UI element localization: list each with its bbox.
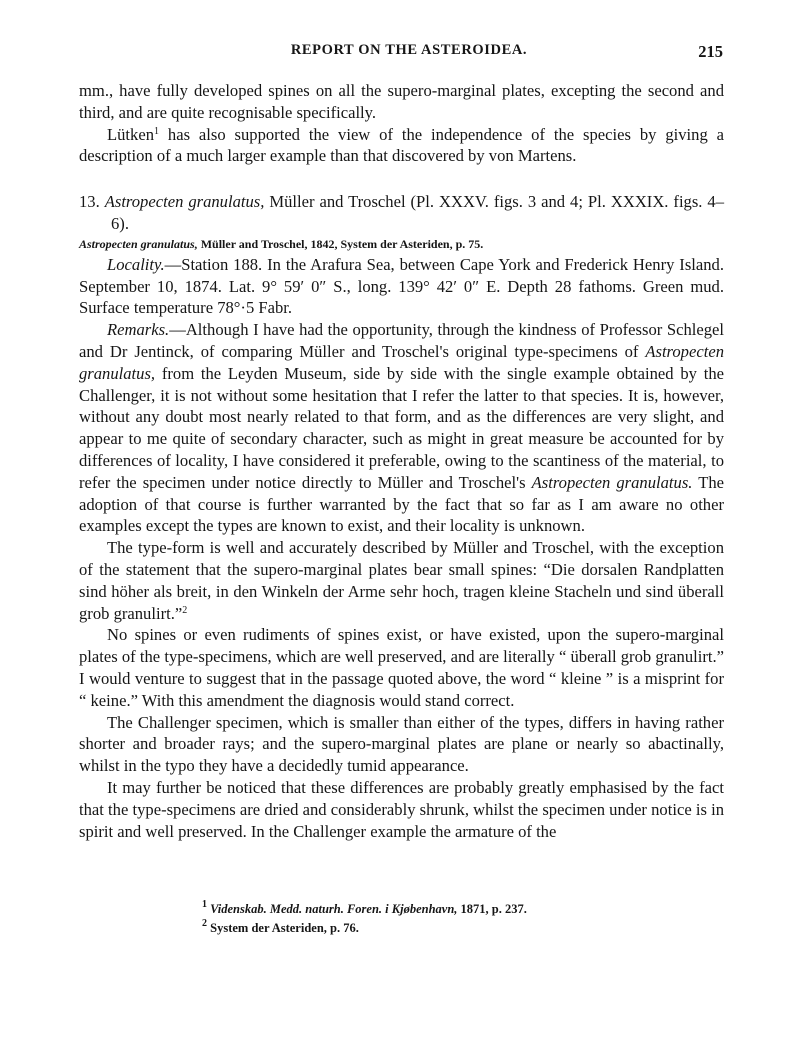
running-header [95, 42, 723, 64]
footnote-2-mark: 2 [202, 918, 207, 929]
paragraph-intro [79, 80, 724, 124]
body-text [79, 80, 724, 842]
paragraph-typeform [79, 537, 724, 624]
remarks-text-3: The adoption of that course is further warranted by the fact that so far as I am aware no other examples except the types are known to exist, and their locality is unknown. [79, 472, 724, 536]
synonym-citation [79, 235, 724, 254]
paragraph-remarks [79, 319, 724, 537]
paragraph-lutken-text: has also supported the view of the independence of the species by giving a description of a much larger example than that discovered by von Martens. [79, 124, 724, 166]
footnote-1-title: Videnskab. Medd. naturh. Foren. i Kjøbenhavn, [210, 902, 458, 916]
species-name: Astropecten granulatus, [104, 192, 265, 212]
paragraph-nospines-text: No spines or even rudiments of spines exist, or have existed, upon the supero-marginal plates of the type-specimens, which are well preserved, and are literally “ überall grob granulirt.” I would venture to suggest that in the passage quoted above, the word “ kleine ” is a misprint for “ keine.” With this amendment the diagnosis would stand correct. [79, 625, 724, 710]
footnotes [202, 900, 722, 938]
footnote-1-rest: 1871, p. 237. [457, 902, 527, 916]
species-authority: Müller and Troschel (Pl. XXXV. figs. 3 and 4; Pl. XXXIX. figs. 4–6). [111, 192, 725, 233]
page-number: 215 [698, 42, 723, 61]
lutken-name: Lütken [107, 124, 155, 144]
paragraph-further-text: It may further be noticed that these differences are probably greatly emphasised by the fact that the type-specimens are dried and considerably shrunk, whilst the specimen under notice is in spirit and well preserved. In the Challenger example the armature of the [79, 777, 724, 841]
synonym-name: Astropecten granulatus, [79, 236, 198, 251]
paragraph-challenger [79, 712, 724, 777]
species-number: 13. [79, 192, 100, 212]
footnote-2-text: System der Asteriden, p. 76. [210, 921, 359, 935]
paragraph-further [79, 777, 724, 842]
footnote-2 [202, 919, 722, 938]
paragraph-locality [79, 254, 724, 319]
remarks-text-2: from the Leyden Museum, side by side with the single example obtained by the Challenger, it is not without some hesitation that I refer the latter to that species. It is, however, without any doubt most nearly related to that form, and as the differences are very slight, and appear to me quite of secondary character, such as might in great measure be accounted for by differences of locality, I have considered it preferable, owing to the scantiness of the material, to refer the specimen under notice directly to Müller and Troschel's [79, 363, 724, 492]
paragraph-nospines [79, 624, 724, 711]
paragraph-intro-text: mm., have fully developed spines on all the supero-marginal plates, excepting the second and third, and are quite recognisable specifically. [79, 81, 724, 122]
footnote-1 [202, 900, 722, 919]
footnote-1-mark: 1 [202, 899, 207, 910]
remarks-italic-2: Astropecten granulatus. [531, 472, 693, 492]
species-heading [79, 191, 724, 235]
synonym-text: Müller and Troschel, 1842, System der Asteriden, p. 75. [197, 236, 484, 251]
paragraph-challenger-text: The Challenger specimen, which is smaller than either of the types, differs in having rather shorter and broader rays; and the supero-marginal plates are plane or nearly so abactinally, whilst in the typo they have a decidedly tumid appearance. [79, 712, 724, 776]
remarks-text-1: —Although I have had the opportunity, through the kindness of Professor Schlegel and Dr Jentinck, of comparing Müller and Troschel's original type-specimens of [79, 320, 724, 361]
locality-text: —Station 188. In the Arafura Sea, between Cape York and Frederick Henry Island. September 10, 1874. Lat. 9° 59′ 0″ S., long. 139° 42′ 0″ E. Depth 28 fathoms. Green mud. Surface temperature 78°·5 Fabr. [79, 254, 724, 318]
running-title: REPORT ON THE ASTEROIDEA. [290, 42, 528, 58]
remarks-italic-1: Astropecten granulatus, [79, 341, 724, 383]
locality-label: Locality. [107, 254, 165, 274]
paragraph-lutken [79, 124, 724, 168]
footnote-ref-1: 1 [154, 125, 160, 137]
paragraph-typeform-text: The type-form is well and accurately described by Müller and Troschel, with the exception of the statement that the supero-marginal plates bear small spines: “Die dorsalen Randplatten sind höher als breit, in den Winkeln der Arme sehr hoch, tragen kleine Stacheln und sind überall grob granulirt.” [79, 538, 724, 623]
remarks-label: Remarks. [107, 320, 170, 340]
footnote-ref-2: 2 [182, 604, 188, 616]
section-spacer [79, 167, 724, 191]
